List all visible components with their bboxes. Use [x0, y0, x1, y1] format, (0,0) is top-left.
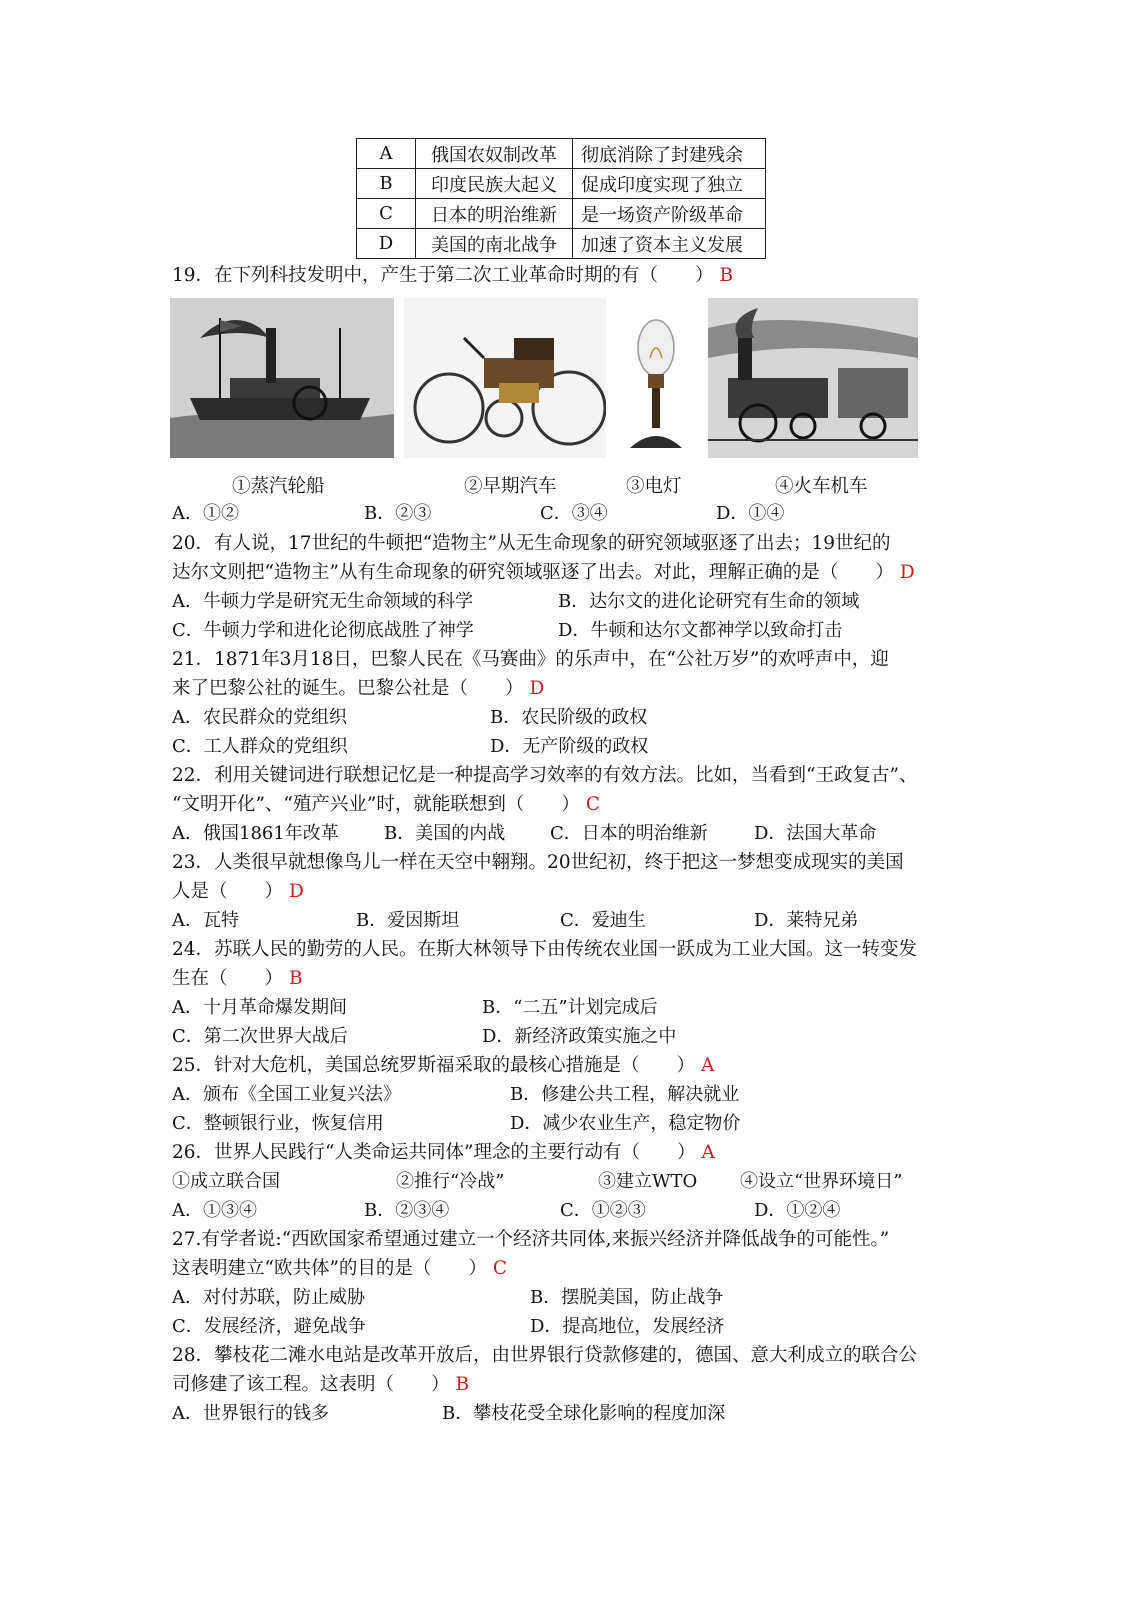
table-cell: 促成印度实现了独立 — [573, 169, 766, 199]
question-text: 生在（ ） — [172, 968, 284, 989]
answer-option: D．新经济政策实施之中 — [482, 1026, 677, 1047]
light-bulb-image — [618, 298, 694, 458]
answer-option: B．修建公共工程，解决就业 — [510, 1084, 740, 1105]
answer-option: B．②③④ — [364, 1200, 450, 1221]
answer-option: A．农民群众的党组织 — [172, 707, 347, 728]
answer-option: A．对付苏联，防止威胁 — [172, 1287, 365, 1308]
table-row — [357, 139, 766, 169]
answer-option: B．农民阶级的政权 — [490, 707, 648, 728]
question-text: 这表明建立“欧共体”的目的是（ ） — [172, 1258, 487, 1279]
question-22-stem: 22．利用关键词进行联想记忆是一种提高学习效率的有效方法。比如，当看到“王政复古”、 — [172, 765, 918, 786]
answer-key: D — [529, 678, 545, 699]
answer-option: A．牛顿力学是研究无生命领域的科学 — [172, 591, 473, 612]
question-25-stem — [172, 1054, 714, 1078]
question-text: 25．针对大危机，美国总统罗斯福采取的最核心措施是（ ） — [172, 1055, 696, 1076]
answer-option: B．爱因斯坦 — [356, 910, 460, 931]
answer-option: C．工人群众的党组织 — [172, 736, 348, 757]
steamboat-image — [170, 298, 394, 458]
answer-option: A．瓦特 — [172, 910, 239, 931]
answer-option: D．无产阶级的政权 — [490, 736, 649, 757]
question-28-stem: 28．攀枝花二滩水电站是改革开放后，由世界银行贷款修建的，德国、意大利成立的联合公 — [172, 1345, 918, 1366]
question-text: 19．在下列科技发明中，产生于第二次工业革命时期的有（ ） — [172, 265, 714, 286]
question-text: “文明开化”、“殖产兴业”时，就能联想到（ ） — [172, 794, 580, 815]
options-table — [356, 138, 766, 259]
question-text: 来了巴黎公社的诞生。巴黎公社是（ ） — [172, 678, 524, 699]
answer-option: B．②③ — [364, 503, 432, 524]
answer-option: C．第二次世界大战后 — [172, 1026, 348, 1047]
question-20-stem-cont — [172, 561, 915, 585]
image-caption: ②早期汽车 — [464, 476, 557, 497]
answer-option: C．牛顿力学和进化论彻底战胜了神学 — [172, 620, 474, 641]
question-text: 人是（ ） — [172, 881, 284, 902]
answer-option: C．日本的明治维新 — [550, 823, 708, 844]
answer-key: C — [492, 1258, 508, 1279]
locomotive-image — [708, 298, 918, 458]
answer-key: B — [289, 968, 303, 989]
question-20-stem: 20．有人说，17世纪的牛顿把“造物主”从无生命现象的研究领域驱逐了出去；19世纪的 — [172, 533, 891, 554]
table-cell: C — [357, 199, 416, 229]
answer-option: D．牛顿和达尔文都神学以致命打击 — [558, 620, 843, 641]
answer-option: A．十月革命爆发期间 — [172, 997, 347, 1018]
table-cell: B — [357, 169, 416, 199]
answer-key: C — [585, 794, 600, 815]
answer-option: C．③④ — [540, 503, 608, 524]
choice-item: ③建立WTO — [598, 1171, 698, 1192]
question-22-stem-cont — [172, 793, 600, 817]
table-cell: 日本的明治维新 — [416, 199, 573, 229]
choice-item: ①成立联合国 — [172, 1171, 280, 1192]
answer-key: B — [455, 1374, 470, 1395]
question-28-stem-cont — [172, 1373, 469, 1397]
table-cell: 是一场资产阶级革命 — [573, 199, 766, 229]
table-row — [357, 229, 766, 259]
answer-option: C．爱迪生 — [560, 910, 646, 931]
answer-option: B．美国的内战 — [384, 823, 506, 844]
question-19-stem — [172, 264, 733, 288]
table-cell: 印度民族大起义 — [416, 169, 573, 199]
answer-key: A — [701, 1055, 715, 1076]
answer-option: D．提高地位，发展经济 — [530, 1316, 725, 1337]
question-24-stem: 24．苏联人民的勤劳的人民。在斯大林领导下由传统农业国一跃成为工业大国。这一转变发 — [172, 939, 918, 960]
answer-option: A．颁布《全国工业复兴法》 — [172, 1084, 401, 1105]
question-27-stem-cont — [172, 1257, 507, 1281]
table-cell: 美国的南北战争 — [416, 229, 573, 259]
image-caption: ①蒸汽轮船 — [232, 476, 325, 497]
choice-item: ④设立“世界环境日” — [740, 1171, 903, 1192]
answer-key: A — [701, 1142, 715, 1163]
answer-option: B．达尔文的进化论研究有生命的领域 — [558, 591, 860, 612]
answer-option: D．①④ — [716, 503, 785, 524]
answer-option: B．摆脱美国，防止战争 — [530, 1287, 724, 1308]
image-caption: ③电灯 — [626, 476, 682, 497]
answer-option: B．攀枝花受全球化影响的程度加深 — [442, 1403, 726, 1424]
question-26-stem — [172, 1141, 715, 1165]
answer-option: D．减少农业生产，稳定物价 — [510, 1113, 741, 1134]
answer-option: C．发展经济，避免战争 — [172, 1316, 366, 1337]
table-cell: 彻底消除了封建残余 — [573, 139, 766, 169]
question-21-stem: 21．1871年3月18日，巴黎人民在《马赛曲》的乐声中，在“公社万岁”的欢呼声中，迎 — [172, 649, 889, 670]
answer-option: C．整顿银行业，恢复信用 — [172, 1113, 384, 1134]
question-23-stem-cont — [172, 880, 304, 904]
answer-key: D — [289, 881, 304, 902]
answer-key: B — [719, 265, 734, 286]
image-caption: ④火车机车 — [775, 476, 868, 497]
table-row — [357, 199, 766, 229]
answer-option: D．法国大革命 — [754, 823, 877, 844]
table-cell: A — [357, 139, 416, 169]
answer-option: A．①③④ — [172, 1200, 257, 1221]
answer-option: C．①②③ — [560, 1200, 646, 1221]
answer-option: A．①② — [172, 503, 239, 524]
question-27-stem: 27.有学者说:“西欧国家希望通过建立一个经济共同体,来振兴经济并降低战争的可能性。” — [172, 1229, 890, 1250]
question-text: 26．世界人民践行“人类命运共同体”理念的主要行动有（ ） — [172, 1142, 696, 1163]
answer-option: D．①②④ — [754, 1200, 841, 1221]
answer-option: D．莱特兄弟 — [754, 910, 859, 931]
answer-key: D — [899, 562, 915, 583]
answer-option: A．世界银行的钱多 — [172, 1403, 329, 1424]
choice-item: ②推行“冷战” — [396, 1171, 505, 1192]
question-21-stem-cont — [172, 677, 544, 701]
answer-option: A．俄国1861年改革 — [172, 823, 339, 844]
answer-option: B．“二五”计划完成后 — [482, 997, 658, 1018]
table-cell: 加速了资本主义发展 — [573, 229, 766, 259]
question-23-stem: 23．人类很早就想像鸟儿一样在天空中翱翔。20世纪初，终于把这一梦想变成现实的美国 — [172, 852, 904, 873]
question-text: 司修建了该工程。这表明（ ） — [172, 1374, 450, 1395]
question-24-stem-cont — [172, 967, 303, 991]
table-row — [357, 169, 766, 199]
question-text: 达尔文则把“造物主”从有生命现象的研究领域驱逐了出去。对此，理解正确的是（ ） — [172, 562, 894, 583]
table-cell: 俄国农奴制改革 — [416, 139, 573, 169]
table-cell: D — [357, 229, 416, 259]
early-car-image — [404, 298, 606, 458]
